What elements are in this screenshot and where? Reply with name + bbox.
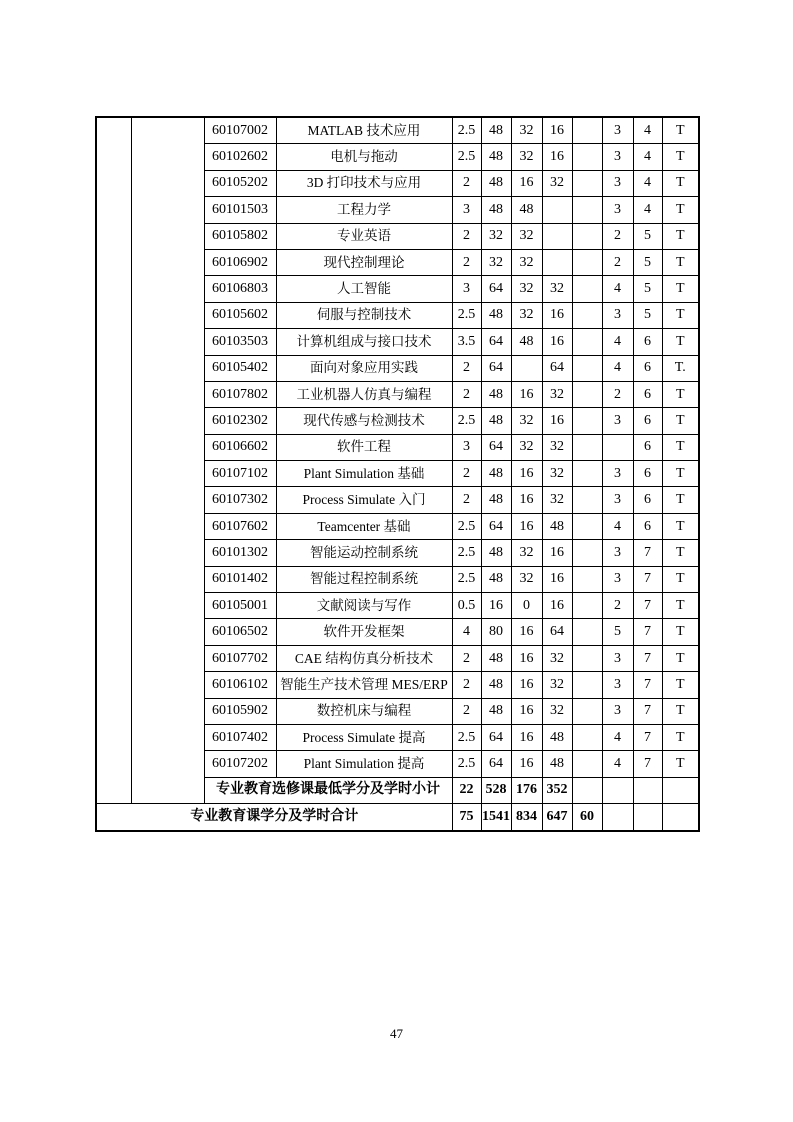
course-credit-cell: 3.5 bbox=[452, 329, 481, 355]
course-sem-b-cell: 6 bbox=[633, 381, 662, 407]
table-row bbox=[96, 117, 699, 144]
subcategory-cell bbox=[131, 117, 204, 804]
course-name-cell: 软件开发框架 bbox=[276, 619, 452, 645]
course-total-cell: 48 bbox=[481, 566, 511, 592]
course-credit-cell: 0.5 bbox=[452, 593, 481, 619]
course-name-cell: Teamcenter 基础 bbox=[276, 513, 452, 539]
course-practice-cell: 32 bbox=[542, 170, 572, 196]
course-sem-a-cell: 2 bbox=[602, 381, 633, 407]
course-sem-a-cell: 2 bbox=[602, 593, 633, 619]
course-credit-cell: 2.5 bbox=[452, 144, 481, 170]
course-type-cell: T bbox=[662, 197, 699, 223]
course-total-cell: 64 bbox=[481, 513, 511, 539]
course-theory-cell: 32 bbox=[511, 223, 542, 249]
category-cell bbox=[96, 117, 131, 804]
course-extra-cell bbox=[572, 645, 602, 671]
course-credit-cell: 2 bbox=[452, 170, 481, 196]
course-total-cell: 32 bbox=[481, 249, 511, 275]
course-sem-b-cell: 7 bbox=[633, 566, 662, 592]
course-code-cell: 60107602 bbox=[204, 513, 276, 539]
course-theory-cell: 16 bbox=[511, 513, 542, 539]
course-sem-a-cell: 4 bbox=[602, 751, 633, 777]
course-extra-cell bbox=[572, 751, 602, 777]
course-credit-cell: 4 bbox=[452, 619, 481, 645]
course-practice-cell bbox=[542, 223, 572, 249]
course-extra-cell bbox=[572, 408, 602, 434]
course-type-cell: T bbox=[662, 724, 699, 750]
course-code-cell: 60105802 bbox=[204, 223, 276, 249]
course-theory-cell: 32 bbox=[511, 117, 542, 144]
course-credit-cell: 2.5 bbox=[452, 566, 481, 592]
course-name-cell: 工程力学 bbox=[276, 197, 452, 223]
course-sem-a-cell: 3 bbox=[602, 461, 633, 487]
course-code-cell: 60105902 bbox=[204, 698, 276, 724]
course-type-cell: T bbox=[662, 566, 699, 592]
course-sem-a-cell: 3 bbox=[602, 566, 633, 592]
course-credit-cell: 2.5 bbox=[452, 540, 481, 566]
course-sem-a-cell: 3 bbox=[602, 540, 633, 566]
course-sem-a-cell: 3 bbox=[602, 197, 633, 223]
course-sem-b-cell: 6 bbox=[633, 487, 662, 513]
course-total-cell: 48 bbox=[481, 302, 511, 328]
course-extra-cell bbox=[572, 329, 602, 355]
course-sem-a-cell bbox=[602, 434, 633, 460]
course-sem-a-cell: 3 bbox=[602, 302, 633, 328]
course-name-cell: Plant Simulation 提高 bbox=[276, 751, 452, 777]
course-credit-cell: 3 bbox=[452, 197, 481, 223]
course-code-cell: 60106502 bbox=[204, 619, 276, 645]
course-sem-b-cell: 6 bbox=[633, 513, 662, 539]
course-sem-b-cell: 4 bbox=[633, 117, 662, 144]
course-total-cell: 64 bbox=[481, 276, 511, 302]
course-total-cell: 64 bbox=[481, 751, 511, 777]
course-extra-cell bbox=[572, 170, 602, 196]
course-code-cell: 60106902 bbox=[204, 249, 276, 275]
course-extra-cell bbox=[572, 144, 602, 170]
course-extra-cell bbox=[572, 249, 602, 275]
course-sem-b-cell: 7 bbox=[633, 645, 662, 671]
course-practice-cell bbox=[542, 249, 572, 275]
course-sem-a-cell: 3 bbox=[602, 408, 633, 434]
course-code-cell: 60101503 bbox=[204, 197, 276, 223]
course-extra-cell bbox=[572, 302, 602, 328]
grand-total-type-cell bbox=[662, 804, 699, 831]
course-name-cell: Process Simulate 入门 bbox=[276, 487, 452, 513]
course-sem-b-cell: 6 bbox=[633, 408, 662, 434]
course-code-cell: 60107202 bbox=[204, 751, 276, 777]
course-code-cell: 60106602 bbox=[204, 434, 276, 460]
course-sem-a-cell: 2 bbox=[602, 223, 633, 249]
course-sem-a-cell: 4 bbox=[602, 513, 633, 539]
course-total-cell: 48 bbox=[481, 117, 511, 144]
course-name-cell: 智能生产技术管理 MES/ERP bbox=[276, 672, 452, 698]
course-type-cell: T bbox=[662, 645, 699, 671]
subtotal-total-cell: 528 bbox=[481, 777, 511, 803]
course-theory-cell: 16 bbox=[511, 170, 542, 196]
course-credit-cell: 2 bbox=[452, 249, 481, 275]
course-practice-cell: 32 bbox=[542, 487, 572, 513]
subtotal-label: 专业教育选修课最低学分及学时小计 bbox=[204, 777, 452, 803]
course-credit-cell: 2 bbox=[452, 698, 481, 724]
course-credit-cell: 2.5 bbox=[452, 408, 481, 434]
course-theory-cell: 32 bbox=[511, 249, 542, 275]
course-practice-cell: 32 bbox=[542, 645, 572, 671]
course-total-cell: 64 bbox=[481, 329, 511, 355]
grand-total-credit-cell: 75 bbox=[452, 804, 481, 831]
course-credit-cell: 3 bbox=[452, 434, 481, 460]
course-name-cell: 智能运动控制系统 bbox=[276, 540, 452, 566]
grand-total-extra-cell: 60 bbox=[572, 804, 602, 831]
course-extra-cell bbox=[572, 540, 602, 566]
course-sem-a-cell: 3 bbox=[602, 487, 633, 513]
course-total-cell: 32 bbox=[481, 223, 511, 249]
course-total-cell: 48 bbox=[481, 645, 511, 671]
course-name-cell: 软件工程 bbox=[276, 434, 452, 460]
course-code-cell: 60107802 bbox=[204, 381, 276, 407]
grand-total-sem-a-cell bbox=[602, 804, 633, 831]
course-practice-cell: 16 bbox=[542, 302, 572, 328]
course-credit-cell: 2 bbox=[452, 487, 481, 513]
course-credit-cell: 3 bbox=[452, 276, 481, 302]
course-type-cell: T bbox=[662, 461, 699, 487]
course-practice-cell: 16 bbox=[542, 540, 572, 566]
subtotal-practice-cell: 352 bbox=[542, 777, 572, 803]
course-credit-cell: 2 bbox=[452, 461, 481, 487]
course-practice-cell: 32 bbox=[542, 276, 572, 302]
course-sem-b-cell: 5 bbox=[633, 249, 662, 275]
course-extra-cell bbox=[572, 434, 602, 460]
course-code-cell: 60105402 bbox=[204, 355, 276, 381]
course-type-cell: T bbox=[662, 751, 699, 777]
course-credit-cell: 2.5 bbox=[452, 724, 481, 750]
course-type-cell: T bbox=[662, 540, 699, 566]
course-type-cell: T bbox=[662, 170, 699, 196]
course-name-cell: Plant Simulation 基础 bbox=[276, 461, 452, 487]
course-code-cell: 60102602 bbox=[204, 144, 276, 170]
course-practice-cell: 32 bbox=[542, 672, 572, 698]
course-theory-cell: 16 bbox=[511, 619, 542, 645]
course-sem-a-cell: 3 bbox=[602, 170, 633, 196]
course-theory-cell: 32 bbox=[511, 276, 542, 302]
grand-total-theory-cell: 834 bbox=[511, 804, 542, 831]
course-code-cell: 60102302 bbox=[204, 408, 276, 434]
course-extra-cell bbox=[572, 223, 602, 249]
course-sem-a-cell: 3 bbox=[602, 645, 633, 671]
course-extra-cell bbox=[572, 461, 602, 487]
course-extra-cell bbox=[572, 619, 602, 645]
course-type-cell: T bbox=[662, 619, 699, 645]
course-practice-cell: 32 bbox=[542, 434, 572, 460]
course-code-cell: 60107402 bbox=[204, 724, 276, 750]
course-name-cell: 现代控制理论 bbox=[276, 249, 452, 275]
course-extra-cell bbox=[572, 566, 602, 592]
course-code-cell: 60101402 bbox=[204, 566, 276, 592]
course-theory-cell bbox=[511, 355, 542, 381]
course-credit-cell: 2.5 bbox=[452, 117, 481, 144]
course-theory-cell: 32 bbox=[511, 144, 542, 170]
course-practice-cell: 64 bbox=[542, 619, 572, 645]
course-extra-cell bbox=[572, 698, 602, 724]
course-theory-cell: 32 bbox=[511, 434, 542, 460]
course-sem-b-cell: 7 bbox=[633, 540, 662, 566]
course-extra-cell bbox=[572, 355, 602, 381]
course-theory-cell: 16 bbox=[511, 645, 542, 671]
course-type-cell: T bbox=[662, 144, 699, 170]
course-type-cell: T bbox=[662, 302, 699, 328]
course-extra-cell bbox=[572, 724, 602, 750]
course-code-cell: 60106803 bbox=[204, 276, 276, 302]
course-sem-a-cell: 3 bbox=[602, 144, 633, 170]
course-total-cell: 48 bbox=[481, 540, 511, 566]
course-total-cell: 48 bbox=[481, 197, 511, 223]
course-total-cell: 16 bbox=[481, 593, 511, 619]
course-name-cell: 电机与拖动 bbox=[276, 144, 452, 170]
course-sem-b-cell: 6 bbox=[633, 434, 662, 460]
course-theory-cell: 32 bbox=[511, 408, 542, 434]
course-total-cell: 48 bbox=[481, 144, 511, 170]
course-total-cell: 64 bbox=[481, 355, 511, 381]
course-type-cell: T bbox=[662, 117, 699, 144]
course-sem-a-cell: 2 bbox=[602, 249, 633, 275]
course-total-cell: 48 bbox=[481, 487, 511, 513]
course-practice-cell: 16 bbox=[542, 117, 572, 144]
course-theory-cell: 16 bbox=[511, 698, 542, 724]
course-sem-b-cell: 5 bbox=[633, 223, 662, 249]
course-sem-b-cell: 7 bbox=[633, 672, 662, 698]
course-credit-cell: 2 bbox=[452, 223, 481, 249]
course-practice-cell: 32 bbox=[542, 381, 572, 407]
course-sem-b-cell: 6 bbox=[633, 355, 662, 381]
course-name-cell: 文献阅读与写作 bbox=[276, 593, 452, 619]
course-sem-a-cell: 3 bbox=[602, 698, 633, 724]
course-code-cell: 60107002 bbox=[204, 117, 276, 144]
course-name-cell: 面向对象应用实践 bbox=[276, 355, 452, 381]
course-sem-b-cell: 7 bbox=[633, 751, 662, 777]
course-practice-cell: 32 bbox=[542, 461, 572, 487]
course-theory-cell: 16 bbox=[511, 751, 542, 777]
course-code-cell: 60105001 bbox=[204, 593, 276, 619]
course-name-cell: MATLAB 技术应用 bbox=[276, 117, 452, 144]
course-total-cell: 64 bbox=[481, 724, 511, 750]
course-name-cell: 数控机床与编程 bbox=[276, 698, 452, 724]
course-code-cell: 60101302 bbox=[204, 540, 276, 566]
course-theory-cell: 0 bbox=[511, 593, 542, 619]
course-theory-cell: 16 bbox=[511, 381, 542, 407]
course-code-cell: 60107302 bbox=[204, 487, 276, 513]
course-type-cell: T bbox=[662, 223, 699, 249]
course-practice-cell: 16 bbox=[542, 566, 572, 592]
course-total-cell: 48 bbox=[481, 381, 511, 407]
course-name-cell: 专业英语 bbox=[276, 223, 452, 249]
course-credit-cell: 2.5 bbox=[452, 513, 481, 539]
course-theory-cell: 48 bbox=[511, 329, 542, 355]
course-type-cell: T bbox=[662, 513, 699, 539]
course-code-cell: 60107102 bbox=[204, 461, 276, 487]
course-sem-a-cell: 3 bbox=[602, 117, 633, 144]
course-sem-a-cell: 4 bbox=[602, 329, 633, 355]
course-total-cell: 48 bbox=[481, 698, 511, 724]
course-sem-a-cell: 4 bbox=[602, 276, 633, 302]
course-type-cell: T. bbox=[662, 355, 699, 381]
course-sem-a-cell: 5 bbox=[602, 619, 633, 645]
course-sem-b-cell: 6 bbox=[633, 461, 662, 487]
course-type-cell: T bbox=[662, 593, 699, 619]
course-code-cell: 60107702 bbox=[204, 645, 276, 671]
course-theory-cell: 16 bbox=[511, 461, 542, 487]
course-credit-cell: 2 bbox=[452, 381, 481, 407]
course-type-cell: T bbox=[662, 672, 699, 698]
course-type-cell: T bbox=[662, 434, 699, 460]
course-type-cell: T bbox=[662, 329, 699, 355]
course-credit-cell: 2 bbox=[452, 672, 481, 698]
course-type-cell: T bbox=[662, 381, 699, 407]
course-sem-b-cell: 7 bbox=[633, 724, 662, 750]
course-sem-b-cell: 7 bbox=[633, 593, 662, 619]
course-name-cell: Process Simulate 提高 bbox=[276, 724, 452, 750]
course-type-cell: T bbox=[662, 276, 699, 302]
course-type-cell: T bbox=[662, 408, 699, 434]
course-extra-cell bbox=[572, 672, 602, 698]
course-sem-b-cell: 4 bbox=[633, 144, 662, 170]
course-sem-a-cell: 4 bbox=[602, 355, 633, 381]
course-practice-cell: 32 bbox=[542, 698, 572, 724]
course-sem-b-cell: 4 bbox=[633, 197, 662, 223]
course-practice-cell: 48 bbox=[542, 751, 572, 777]
course-type-cell: T bbox=[662, 487, 699, 513]
course-name-cell: 伺服与控制技术 bbox=[276, 302, 452, 328]
course-theory-cell: 32 bbox=[511, 566, 542, 592]
course-sem-b-cell: 5 bbox=[633, 302, 662, 328]
course-credit-cell: 2.5 bbox=[452, 302, 481, 328]
course-total-cell: 48 bbox=[481, 408, 511, 434]
course-extra-cell bbox=[572, 117, 602, 144]
course-extra-cell bbox=[572, 487, 602, 513]
course-name-cell: 工业机器人仿真与编程 bbox=[276, 381, 452, 407]
subtotal-theory-cell: 176 bbox=[511, 777, 542, 803]
subtotal-extra-cell bbox=[572, 777, 602, 803]
grand-total-sem-b-cell bbox=[633, 804, 662, 831]
course-code-cell: 60106102 bbox=[204, 672, 276, 698]
course-practice-cell: 16 bbox=[542, 144, 572, 170]
course-practice-cell: 16 bbox=[542, 329, 572, 355]
grand-total-total-cell: 1541 bbox=[481, 804, 511, 831]
subtotal-type-cell bbox=[662, 777, 699, 803]
course-total-cell: 80 bbox=[481, 619, 511, 645]
course-sem-b-cell: 7 bbox=[633, 619, 662, 645]
course-total-cell: 48 bbox=[481, 461, 511, 487]
course-credit-cell: 2 bbox=[452, 355, 481, 381]
course-practice-cell: 48 bbox=[542, 513, 572, 539]
course-credit-cell: 2 bbox=[452, 645, 481, 671]
course-name-cell: 现代传感与检测技术 bbox=[276, 408, 452, 434]
subtotal-sem-b-cell bbox=[633, 777, 662, 803]
course-sem-b-cell: 4 bbox=[633, 170, 662, 196]
page-number: 47 bbox=[390, 1026, 403, 1041]
course-code-cell: 60103503 bbox=[204, 329, 276, 355]
course-extra-cell bbox=[572, 593, 602, 619]
course-code-cell: 60105202 bbox=[204, 170, 276, 196]
course-type-cell: T bbox=[662, 249, 699, 275]
course-theory-cell: 32 bbox=[511, 540, 542, 566]
course-theory-cell: 16 bbox=[511, 672, 542, 698]
course-extra-cell bbox=[572, 381, 602, 407]
course-theory-cell: 16 bbox=[511, 487, 542, 513]
course-sem-a-cell: 3 bbox=[602, 672, 633, 698]
course-sem-b-cell: 6 bbox=[633, 329, 662, 355]
course-name-cell: 计算机组成与接口技术 bbox=[276, 329, 452, 355]
course-theory-cell: 16 bbox=[511, 724, 542, 750]
course-type-cell: T bbox=[662, 698, 699, 724]
course-sem-b-cell: 7 bbox=[633, 698, 662, 724]
course-code-cell: 60105602 bbox=[204, 302, 276, 328]
course-table bbox=[95, 116, 700, 832]
grand-total-row bbox=[96, 804, 699, 831]
course-practice-cell bbox=[542, 197, 572, 223]
course-sem-b-cell: 5 bbox=[633, 276, 662, 302]
grand-total-practice-cell: 647 bbox=[542, 804, 572, 831]
course-sem-a-cell: 4 bbox=[602, 724, 633, 750]
course-total-cell: 48 bbox=[481, 672, 511, 698]
course-theory-cell: 32 bbox=[511, 302, 542, 328]
course-name-cell: 智能过程控制系统 bbox=[276, 566, 452, 592]
course-practice-cell: 16 bbox=[542, 593, 572, 619]
course-theory-cell: 48 bbox=[511, 197, 542, 223]
course-practice-cell: 48 bbox=[542, 724, 572, 750]
course-extra-cell bbox=[572, 276, 602, 302]
course-name-cell: 3D 打印技术与应用 bbox=[276, 170, 452, 196]
course-total-cell: 48 bbox=[481, 170, 511, 196]
course-total-cell: 64 bbox=[481, 434, 511, 460]
course-practice-cell: 64 bbox=[542, 355, 572, 381]
subtotal-credit-cell: 22 bbox=[452, 777, 481, 803]
course-extra-cell bbox=[572, 197, 602, 223]
grand-total-label: 专业教育课学分及学时合计 bbox=[96, 804, 452, 831]
course-name-cell: CAE 结构仿真分析技术 bbox=[276, 645, 452, 671]
subtotal-sem-a-cell bbox=[602, 777, 633, 803]
course-name-cell: 人工智能 bbox=[276, 276, 452, 302]
course-extra-cell bbox=[572, 513, 602, 539]
course-practice-cell: 16 bbox=[542, 408, 572, 434]
course-credit-cell: 2.5 bbox=[452, 751, 481, 777]
